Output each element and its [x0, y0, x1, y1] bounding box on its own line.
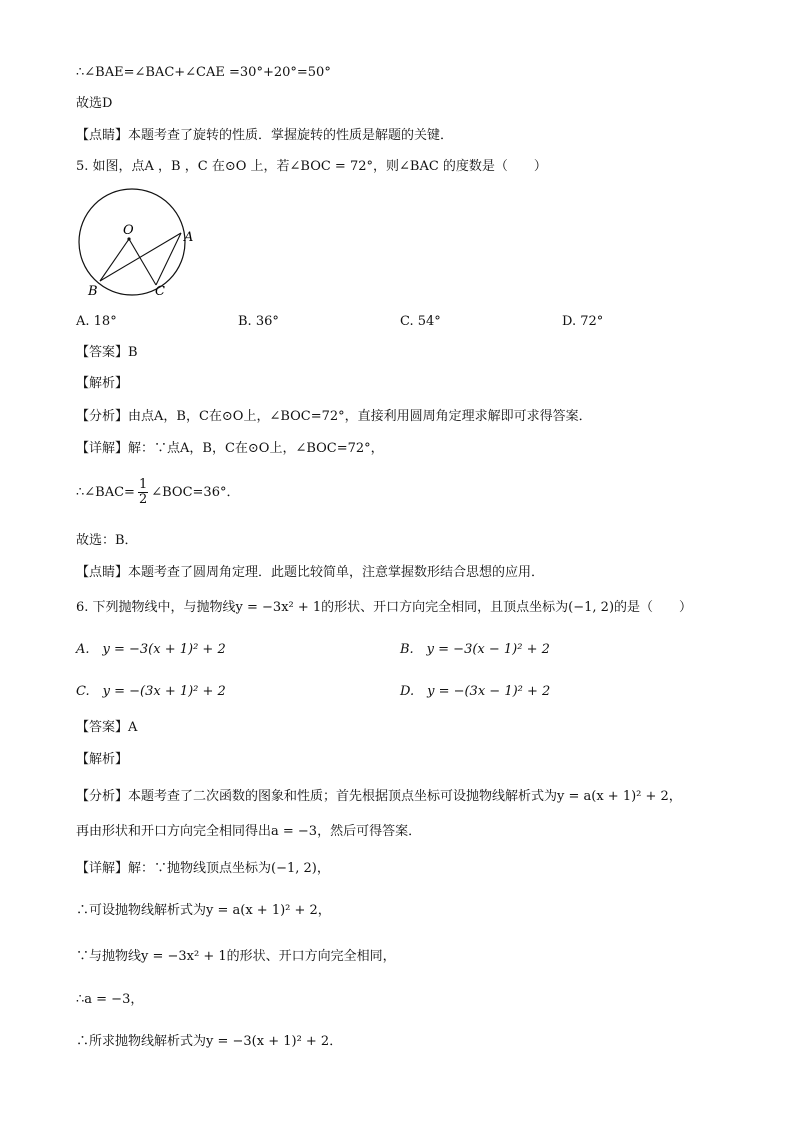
detail-line-4: ∵与抛物线y = −3x² + 1的形状、开口方向完全相同，	[76, 949, 396, 964]
fraction-line-prefix: ∴∠BAC=	[76, 485, 135, 500]
q5-option-a: A. 18°	[76, 314, 117, 329]
detail-line-5: ∴a = −3，	[76, 992, 144, 1007]
q5-option-d: D. 72°	[562, 314, 604, 329]
q5-option-c: C. 54°	[400, 314, 441, 329]
fraction-numerator: 1	[138, 477, 148, 492]
label-c: C	[155, 284, 165, 299]
label-b: B	[88, 284, 98, 299]
circle-figure	[70, 188, 200, 300]
fraction-line	[76, 478, 239, 508]
detail-line-3: ∴可设抛物线解析式为y = a(x + 1)² + 2，	[76, 903, 331, 918]
segment-ob	[100, 239, 129, 281]
choice-line-2: 故选：B．	[76, 533, 138, 548]
q6-option-b: B. y = −3(x − 1)² + 2	[400, 642, 550, 657]
analysis-heading-2: 【解析】	[76, 752, 129, 767]
comment-line: 【点睛】本题考查了旋转的性质．掌握旋转的性质是解题的关键．	[76, 128, 454, 143]
q6-option-d: D. y = −(3x − 1)² + 2	[400, 684, 551, 699]
detail-line-6: ∴所求抛物线解析式为y = −3(x + 1)² + 2．	[76, 1034, 343, 1049]
comment-line-2: 【点睛】本题考查了圆周角定理．此题比较简单，注意掌握数形结合思想的应用．	[76, 565, 545, 580]
analysis-heading: 【解析】	[76, 376, 129, 391]
fraction-denominator: 2	[138, 492, 148, 507]
choice-line: 故选D	[76, 96, 113, 111]
segment-ab	[100, 233, 181, 281]
half-fraction	[138, 478, 148, 507]
analysis-line: 【分析】由点A，B，C在⊙O上，∠BOC=72°，直接利用圆周角定理求解即可求得答案．	[76, 409, 592, 424]
fraction-line-suffix: ∠BOC=36°．	[151, 485, 240, 500]
answer-line: 【答案】B	[76, 345, 138, 360]
detail-line: 【详解】解：∵点A，B，C在⊙O上，∠BOC=72°，	[76, 441, 384, 456]
analysis-line-3: 再由形状和开口方向完全相同得出a = −3，然后可得答案．	[76, 824, 422, 839]
question-5-stem: 5. 如图，点A ，B ，C 在⊙O 上，若∠BOC = 72°，则∠BAC 的度数是（ ）	[76, 159, 547, 174]
question-6-stem: 6. 下列抛物线中，与抛物线y = −3x² + 1的形状、开口方向完全相同，且顶点坐标为(−1, 2)的是（ ）	[76, 600, 693, 615]
answer-line-2: 【答案】A	[76, 720, 138, 735]
analysis-line-2: 【分析】本题考查了二次函数的图象和性质；首先根据顶点坐标可设抛物线解析式为y = a(x + 1)² + 2，	[76, 789, 682, 804]
q6-option-c: C. y = −(3x + 1)² + 2	[76, 684, 226, 699]
circle-o	[79, 189, 185, 295]
q6-option-a: A. y = −3(x + 1)² + 2	[76, 642, 226, 657]
detail-line-2: 【详解】解：∵抛物线顶点坐标为(−1, 2)，	[76, 861, 330, 876]
label-a: A	[184, 230, 194, 245]
label-o: O	[123, 223, 134, 238]
q5-option-b: B. 36°	[238, 314, 279, 329]
solution-conclusion-line: ∴∠BAE=∠BAC+∠CAE =30°+20°=50°	[76, 65, 331, 80]
